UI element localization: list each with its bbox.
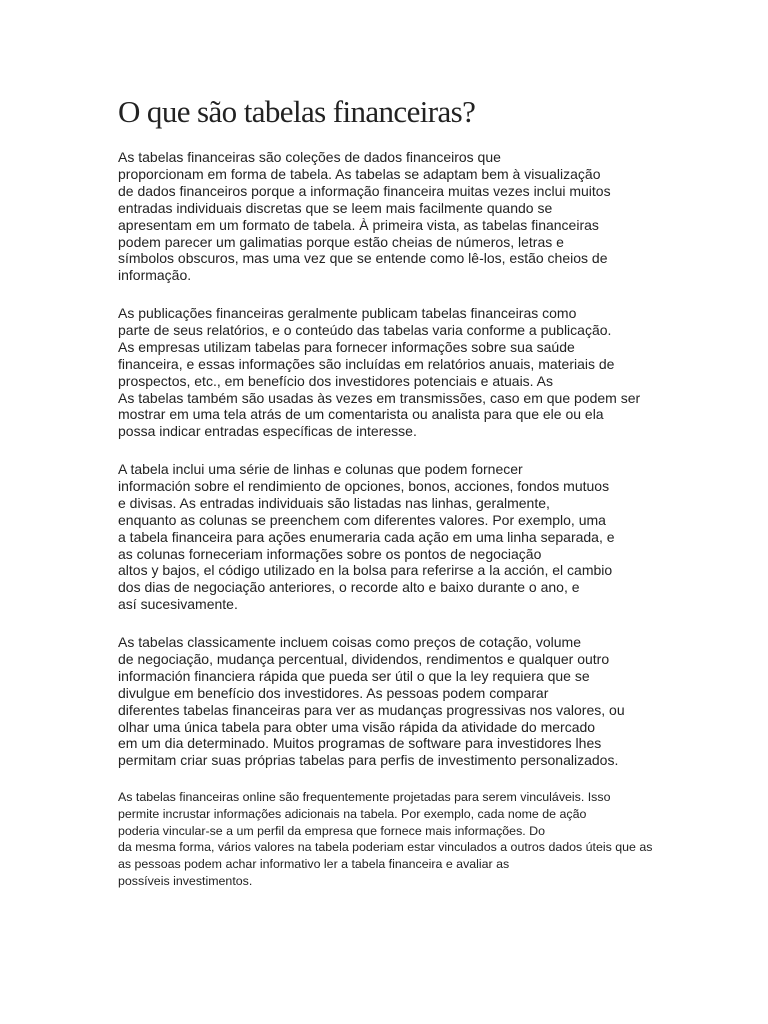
paragraph-line: información financiera rápida que pueda ser útil o que la ley requiera que se	[118, 667, 590, 684]
paragraph-line: así sucesivamente.	[118, 596, 238, 613]
paragraph-line: de dados financeiros porque a informação financeira muitas vezes inclui muitos	[118, 182, 611, 199]
paragraph-line: información sobre el rendimiento de opciones, bonos, acciones, fondos mutuos	[118, 477, 610, 494]
paragraph-line: As publicações financeiras geralmente publicam tabelas financeiras como	[118, 305, 577, 321]
paragraph-line: A tabela inclui uma série de linhas e colunas que podem fornecer	[118, 461, 523, 477]
paragraph-line: prospectos, etc., em benefício dos investidores potenciais e atuais. As	[118, 372, 554, 389]
paragraph-line: entradas individuais discretas que se leem mais facilmente quando se	[118, 199, 553, 216]
paragraph-line: As tabelas financeiras online são frequentemente projetadas para serem vinculáveis. Isso	[118, 790, 611, 804]
paragraph-line: possa indicar entradas específicas de interesse.	[118, 423, 417, 440]
paragraph-line: olhar uma única tabela para obter uma visão rápida da atividade do mercado	[118, 718, 596, 735]
paragraph-line: em um dia determinado. Muitos programas de software para investidores lhes	[118, 735, 602, 752]
paragraph-line: dos dias de negociação anteriores, o recorde alto e baixo durante o ano, e	[118, 579, 580, 596]
paragraph-5	[118, 789, 652, 890]
paragraph-line: parte de seus relatórios, e o conteúdo das tabelas varia conforme a publicação.	[118, 321, 612, 338]
paragraph-line: As tabelas também são usadas às vezes em transmissões, caso em que podem ser	[118, 389, 641, 406]
paragraph-line: as colunas forneceriam informações sobre os pontos de negociação	[118, 545, 542, 562]
paragraph-line: As tabelas financeiras são coleções de dados financeiros que	[118, 149, 501, 165]
paragraph-line: permitam criar suas próprias tabelas para perfis de investimento personalizados.	[118, 752, 619, 769]
paragraph-line: enquanto as colunas se preenchem com diferentes valores. Por exemplo, uma	[118, 511, 606, 528]
paragraph-1	[118, 149, 611, 284]
paragraph-line: divulgue em benefício dos investidores. As pessoas podem comparar	[118, 684, 549, 701]
paragraph-2	[118, 305, 640, 440]
paragraph-line: As tabelas classicamente incluem coisas como preços de cotação, volume	[118, 634, 581, 650]
paragraph-line: diferentes tabelas financeiras para ver as mudanças progressivas nos valores, ou	[118, 701, 625, 718]
paragraph-line: mostrar em uma tela atrás de um comentarista ou analista para que ele ou ela	[118, 406, 604, 423]
paragraph-line: altos y bajos, el código utilizado en la bolsa para referirse a la acción, el cambio	[118, 562, 613, 579]
paragraph-line: de negociação, mudança percentual, dividendos, rendimentos e qualquer outro	[118, 650, 610, 667]
paragraph-line: possíveis investimentos.	[118, 873, 253, 888]
paragraph-line: proporcionam em forma de tabela. As tabelas se adaptam bem à visualização	[118, 165, 601, 182]
paragraph-line: financeira, e essas informações são incluídas em relatórios anuais, materiais de	[118, 355, 615, 372]
paragraph-line: podem parecer um galimatias porque estão cheias de números, letras e	[118, 233, 564, 250]
paragraph-3	[118, 461, 615, 613]
paragraph-line: as pessoas podem achar informativo ler a tabela financeira e avaliar as	[118, 857, 510, 872]
paragraph-4	[118, 634, 625, 769]
paragraph-line: apresentam em um formato de tabela. À primeira vista, as tabelas financeiras	[118, 216, 599, 233]
paragraph-line: símbolos obscuros, mas uma vez que se entende como lê-los, estão cheios de	[118, 250, 608, 267]
paragraph-line: permite incrustar informações adicionais na tabela. Por exemplo, cada nome de ação	[118, 806, 587, 821]
paragraph-line: As empresas utilizam tabelas para fornecer informações sobre sua saúde	[118, 338, 575, 355]
paragraph-line: a tabela financeira para ações enumeraria cada ação em uma linha separada, e	[118, 528, 615, 545]
paragraph-line: informação.	[118, 267, 192, 284]
paragraph-line: da mesma forma, vários valores na tabela poderiam estar vinculados a outros dados úteis que as	[118, 840, 653, 855]
paragraph-line: poderia vincular-se a um perfil da empresa que fornece mais informações. Do	[118, 823, 545, 838]
paragraph-line: e divisas. As entradas individuais são listadas nas linhas, geralmente,	[118, 494, 550, 511]
page-title: O que são tabelas financeiras?	[118, 94, 476, 129]
